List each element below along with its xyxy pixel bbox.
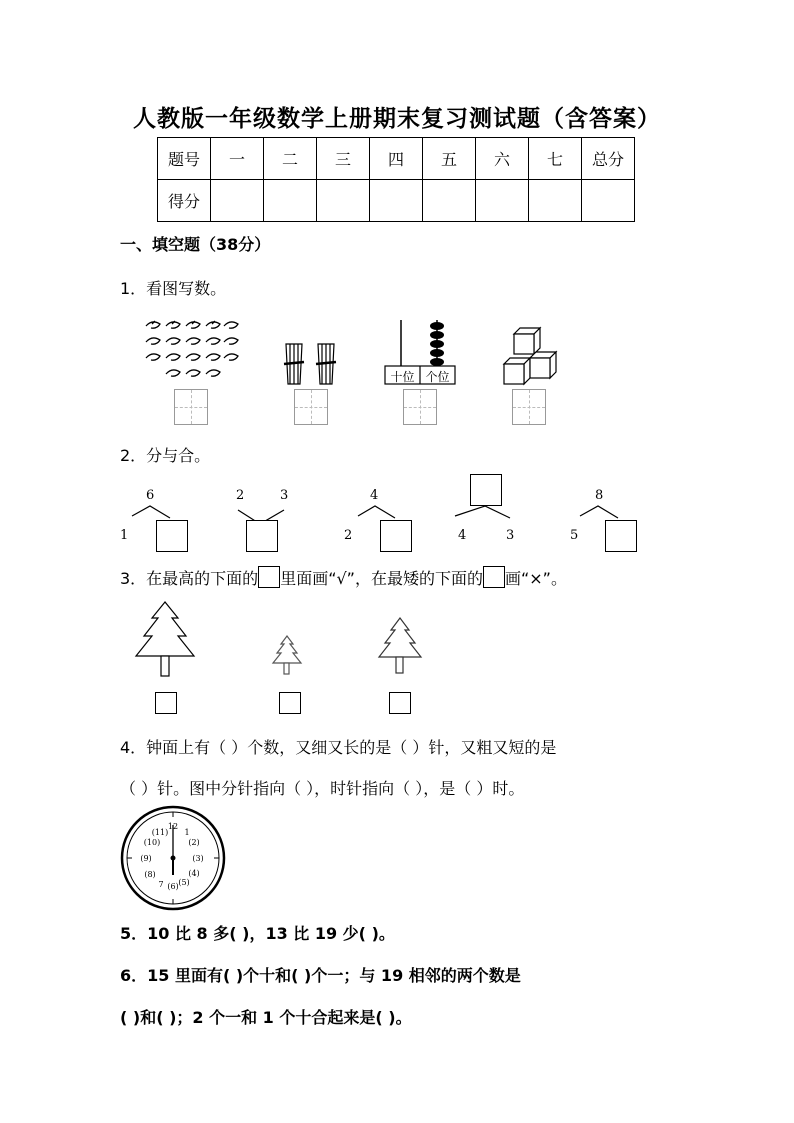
score-input-cell[interactable] (529, 180, 582, 222)
score-input-cell[interactable] (264, 180, 317, 222)
answer-box[interactable] (605, 520, 637, 552)
bond-number: 3 (280, 488, 289, 503)
cubes-picture (500, 326, 562, 386)
clock-number: 7 (158, 880, 164, 889)
shrimp-picture (142, 318, 242, 386)
clock-number: (4) (188, 869, 200, 878)
score-input-cell[interactable] (317, 180, 370, 222)
bond-number: 3 (506, 528, 515, 543)
score-table (157, 137, 635, 222)
answer-box[interactable] (380, 520, 412, 552)
clock-number: (8) (144, 870, 156, 879)
score-cell: 二 (264, 138, 317, 180)
score-input-cell[interactable] (211, 180, 264, 222)
answer-box[interactable] (294, 389, 328, 425)
inline-box-icon (483, 566, 505, 588)
question-4-line-2: （ ）针。图中分针指向（ ），时针指向（ ），是（ ）时。 (120, 779, 525, 798)
bond-number: 4 (458, 528, 467, 543)
answer-box[interactable] (512, 389, 546, 425)
question-2-label: 2．分与合。 (120, 446, 211, 465)
question-3-part: 里面画“√”，在最矮的下面的 (280, 569, 483, 588)
stick-bundles-picture (280, 340, 344, 386)
score-table-header-row (158, 138, 635, 180)
question-6-line-1: 6．15 里面有( )个十和( )个一；与 19 相邻的两个数是 (120, 966, 521, 985)
clock-number: 1 (184, 828, 190, 837)
answer-checkbox[interactable] (389, 692, 411, 714)
score-cell: 一 (211, 138, 264, 180)
score-input-cell[interactable] (370, 180, 423, 222)
question-3-text (120, 566, 567, 589)
bond-number: 2 (344, 528, 353, 543)
clock-number: 12 (167, 822, 179, 831)
question-5-text: 5．10 比 8 多( )，13 比 19 少( )。 (120, 924, 395, 943)
answer-box[interactable] (174, 389, 208, 425)
bond-number: 2 (236, 488, 245, 503)
score-cell: 三 (317, 138, 370, 180)
clock-number: (9) (140, 854, 152, 863)
score-cell: 得分 (158, 180, 211, 222)
answer-box[interactable] (470, 474, 502, 506)
question-3-part: 画“×”。 (504, 569, 567, 588)
clock-number: (10) (143, 838, 161, 847)
clock-number: (3) (192, 854, 204, 863)
bond-number: 6 (146, 488, 155, 503)
clock-number: (2) (188, 838, 200, 847)
tens-label: 十位 (390, 370, 415, 384)
question-6-line-2: ( )和( )；2 个一和 1 个十合起来是( )。 (120, 1008, 412, 1027)
trees-picture (130, 600, 430, 682)
clock-number: (6) (167, 882, 179, 891)
clock-icon (120, 805, 226, 911)
bond-number: 5 (570, 528, 579, 543)
answer-checkbox[interactable] (155, 692, 177, 714)
question-4-line-1: 4．钟面上有（ ）个数，又细又长的是（ ）针，又粗又短的是 (120, 738, 557, 757)
score-cell: 总分 (582, 138, 635, 180)
section-heading: 一、填空题（38分） (120, 235, 271, 254)
score-cell: 五 (423, 138, 476, 180)
score-input-cell[interactable] (582, 180, 635, 222)
score-cell: 题号 (158, 138, 211, 180)
page-title: 人教版一年级数学上册期末复习测试题（含答案） (133, 105, 661, 132)
bond-number: 4 (370, 488, 379, 503)
score-cell: 六 (476, 138, 529, 180)
inline-box-icon (258, 566, 280, 588)
score-input-cell[interactable] (423, 180, 476, 222)
answer-box[interactable] (246, 520, 278, 552)
answer-checkbox[interactable] (279, 692, 301, 714)
ones-label: 个位 (425, 370, 450, 384)
score-cell: 四 (370, 138, 423, 180)
answer-box[interactable] (403, 389, 437, 425)
score-cell: 七 (529, 138, 582, 180)
bond-number: 8 (595, 488, 604, 503)
answer-box[interactable] (156, 520, 188, 552)
bond-number: 1 (120, 528, 129, 543)
clock-number: (5) (178, 878, 190, 887)
question-3-part: 3．在最高的下面的 (120, 569, 259, 588)
question-1-label: 1．看图写数。 (120, 279, 227, 298)
clock-number: (11) (151, 828, 169, 837)
score-input-cell[interactable] (476, 180, 529, 222)
score-table-score-row (158, 180, 635, 222)
